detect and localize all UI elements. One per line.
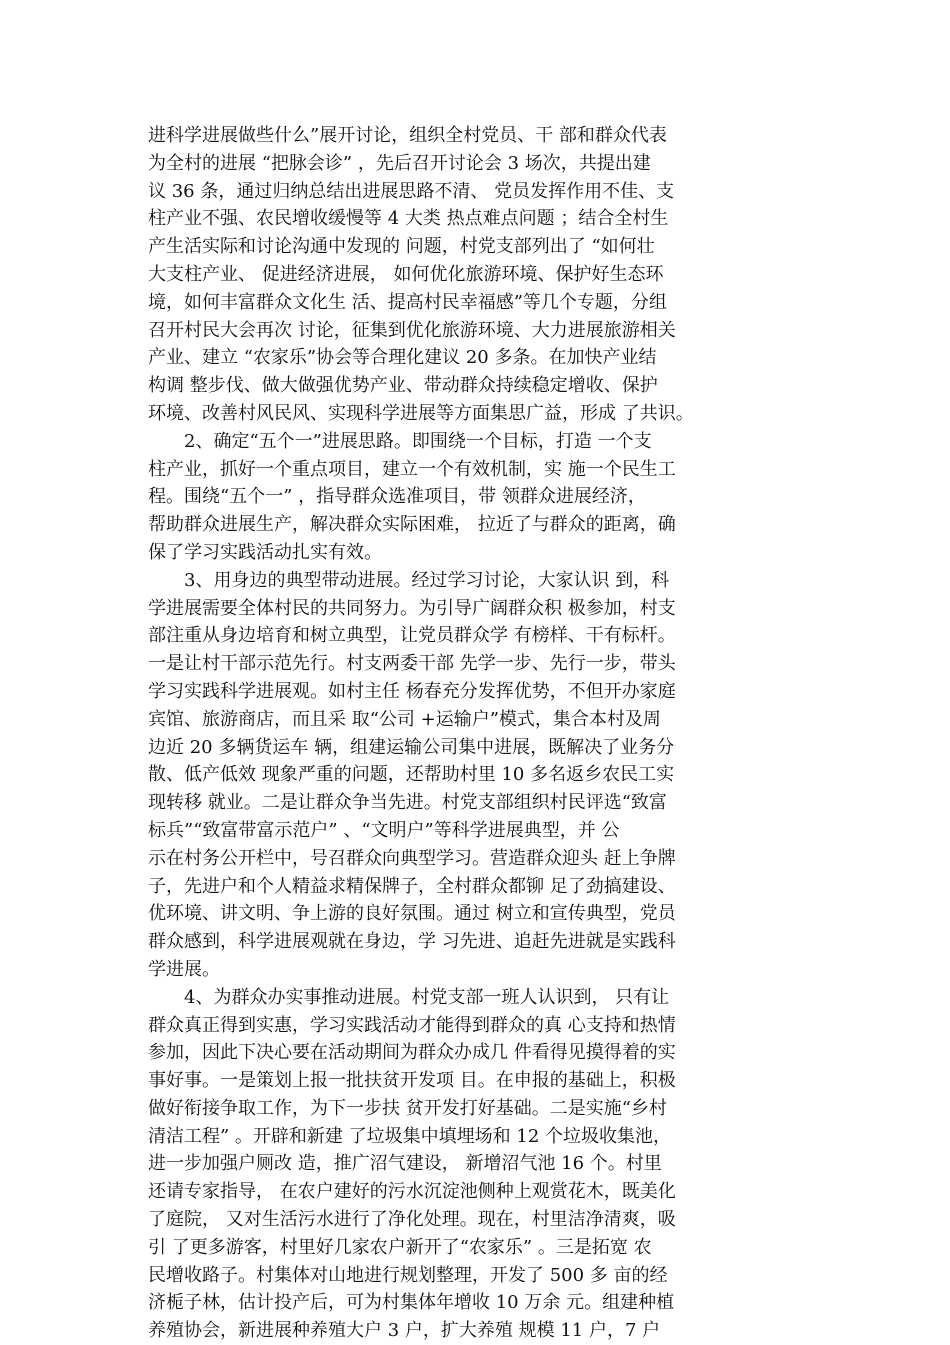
text-line: 标兵”“致富带富示范户” 、“文明户”等科学进展典型，并 公 (148, 819, 620, 841)
text-line: 为全村的进展 “把脉会诊” ，先后召开讨论会 3 场次，共提出建 (148, 152, 651, 174)
text-line: 事好事。一是策划上报一批扶贫开发项 目。在申报的基础上，积极 (148, 1070, 676, 1092)
text-line: 现转移 就业。二是让群众争当先进。村党支部组织村民评选“致富 (148, 792, 667, 814)
text-line: 3、用身边的典型带动进展。经过学习讨论，大家认识 到，科 (148, 569, 670, 591)
text-line: 民增收路子。村集体对山地进行规划整理，开发了 500 多 亩的经 (148, 1264, 668, 1286)
text-line: 大支柱产业、 促进经济进展， 如何优化旅游环境、保护好生态环 (148, 263, 664, 285)
text-line: 进一步加强户厕改 造，推广沼气建设， 新增沼气池 16 个。村里 (148, 1153, 662, 1175)
text-line: 召开村民大会再次 讨论，征集到优化旅游环境、大力进展旅游相关 (148, 319, 676, 341)
text-line: 境，如何丰富群众文化生 活、提高村民幸福感”等几个专题，分组 (148, 291, 667, 313)
text-line: 议 36 条，通过归纳总结出进展思路不清、 党员发挥作用不佳、支 (148, 180, 675, 202)
text-line: 做好衔接争取工作，为下一步扶 贫开发打好基础。二是实施“乡村 (148, 1097, 667, 1119)
text-line: 还请专家指导， 在农户建好的污水沉淀池侧种上观赏花木，既美化 (148, 1181, 676, 1203)
text-line: 2、确定“五个一”进展思路。即围绕一个目标，打造 一个支 (148, 430, 652, 452)
text-line: 边近 20 多辆货运车 辆，组建运输公司集中进展，既解决了业务分 (148, 736, 675, 758)
text-line: 构调 整步伐、做大做强优势产业、带动群众持续稳定增收、保护 (148, 375, 658, 397)
text-line: 产业、建立 “农家乐”协会等合理化建议 20 多条。在加快产业结 (148, 347, 657, 369)
text-line: 一是让村干部示范先行。村支两委干部 先学一步、先行一步，带头 (148, 653, 676, 675)
text-line: 部注重从身边培育和树立典型，让党员群众学 有榜样、干有标杆。 (148, 625, 676, 647)
text-line: 环境、改善村风民风、实现科学进展等方面集思广益，形成 了共识。 (148, 402, 694, 424)
text-line: 群众感到，科学进展观就在身边，学 习先进、追赶先进就是实践科 (148, 931, 676, 953)
text-line: 程。围绕“五个一” ，指导群众选准项目，带 领群众进展经济， (148, 486, 646, 508)
text-line: 了庭院， 又对生活污水进行了净化处理。现在，村里洁净清爽，吸 (148, 1209, 676, 1231)
text-line: 引 了更多游客，村里好几家农户新开了“农家乐” 。三是拓宽 农 (148, 1236, 652, 1258)
text-line: 柱产业，抓好一个重点项目，建立一个有效机制，实 施一个民生工 (148, 458, 676, 480)
text-line: 4、为群众办实事推动进展。村党支部一班人认识到， 只有让 (148, 986, 670, 1008)
text-line: 济栀子林，估计投产后，可为村集体年增收 10 万余 元。组建种植 (148, 1292, 675, 1314)
text-line: 清洁工程” 。开辟和新建 了垃圾集中填埋场和 12 个垃圾收集池， (148, 1125, 671, 1147)
text-line: 散、低产低效 现象严重的问题，还帮助村里 10 多名返乡农民工实 (148, 764, 675, 786)
text-line: 学进展需要全体村民的共同努力。为引导广阔群众积 极参加，村支 (148, 597, 676, 619)
text-line: 学习实践科学进展观。如村主任 杨春充分发挥优势，不但开办家庭 (148, 680, 676, 702)
text-line: 保了学习实践活动扎实有效。 (148, 541, 382, 563)
text-line: 进科学进展做些什么”展开讨论，组织全村党员、干 部和群众代表 (148, 125, 667, 146)
text-line: 宾馆、旅游商店，而且采 取“公司 +运输户”模式，集合本村及周 (148, 708, 661, 730)
text-line: 学进展。 (148, 958, 220, 980)
text-line: 帮助群众进展生产，解决群众实际困难， 拉近了与群众的距离，确 (148, 514, 676, 536)
text-line: 参加，因此下决心要在活动期间为群众办成几 件看得见摸得着的实 (148, 1042, 676, 1064)
text-line: 示在村务公开栏中，号召群众向典型学习。营造群众迎头 赶上争牌 (148, 847, 676, 869)
text-line: 产生活实际和讨论沟通中发现的 问题，村党支部列出了 “如何壮 (148, 236, 655, 258)
text-line: 群众真正得到实惠，学习实践活动才能得到群众的真 心支持和热情 (148, 1014, 676, 1036)
text-line: 柱产业不强、农民增收缓慢等 4 大类 热点难点问题 ；结合全村生 (148, 208, 669, 230)
text-line: 养殖协会，新进展种养殖大户 3 户，扩大养殖 规模 11 户，7 户 (148, 1320, 661, 1342)
text-line: 子，先进户和个人精益求精保牌子，全村群众都铆 足了劲搞建设、 (148, 875, 676, 897)
document-body (148, 122, 813, 1345)
text-line: 优环境、讲文明、争上游的良好氛围。通过 树立和宣传典型，党员 (148, 903, 676, 925)
